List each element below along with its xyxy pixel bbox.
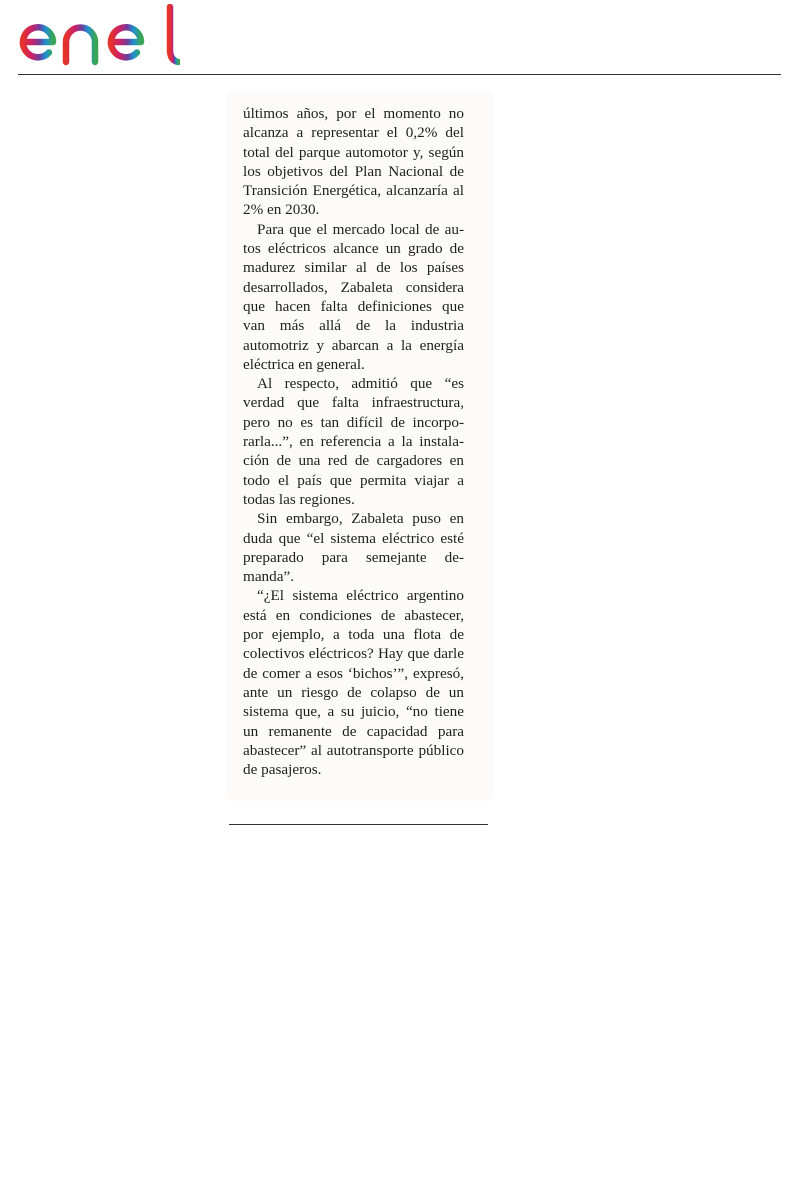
header-divider — [18, 74, 781, 75]
article-paragraph-2: Para que el mercado local de autos eléctricos alcance un grado de madurez similar al de los países desarrollados, Zabaleta considera que hacen falta definiciones que van más allá de la industria automotriz y abarcan a la energía eléctrica en general. — [243, 220, 464, 373]
article-paragraph-4: Sin embargo, Zabaleta puso en duda que “el sistema eléctrico esté preparado para semejante demanda”. — [243, 510, 464, 586]
enel-logo-graphic — [16, 4, 180, 66]
article-end-divider — [229, 824, 488, 825]
article-paragraph-1: últimos años, por el momento no alcanza a representar el 0,2% del total del parque automotor y, según los objetivos del Plan Nacional de Transición Energética, alcanzaría al 2% en 2030. — [243, 105, 464, 219]
enel-logo[interactable] — [16, 4, 180, 66]
page-header — [0, 0, 800, 76]
article-paragraph-3: Al respecto, admitió que “es verdad que falta infraestructura, pero no es tan difícil de incorporarla...”, en referencia a la instalación de una red de cargadores en todo el país que permita viajar a todas las regiones. — [243, 375, 464, 508]
article-paragraph-5: “¿El sistema eléctrico argentino está en condiciones de abastecer, por ejemplo, a toda una flota de colectivos eléctricos? Hay que darle de comer a esos ‘bichos’”, expresó, ante un riesgo de colapso de un sistema que, a su juicio, “no tiene un remanente de capacidad para abastecer” al autotransporte público de pasajeros. — [243, 587, 464, 779]
article-body — [243, 104, 464, 779]
